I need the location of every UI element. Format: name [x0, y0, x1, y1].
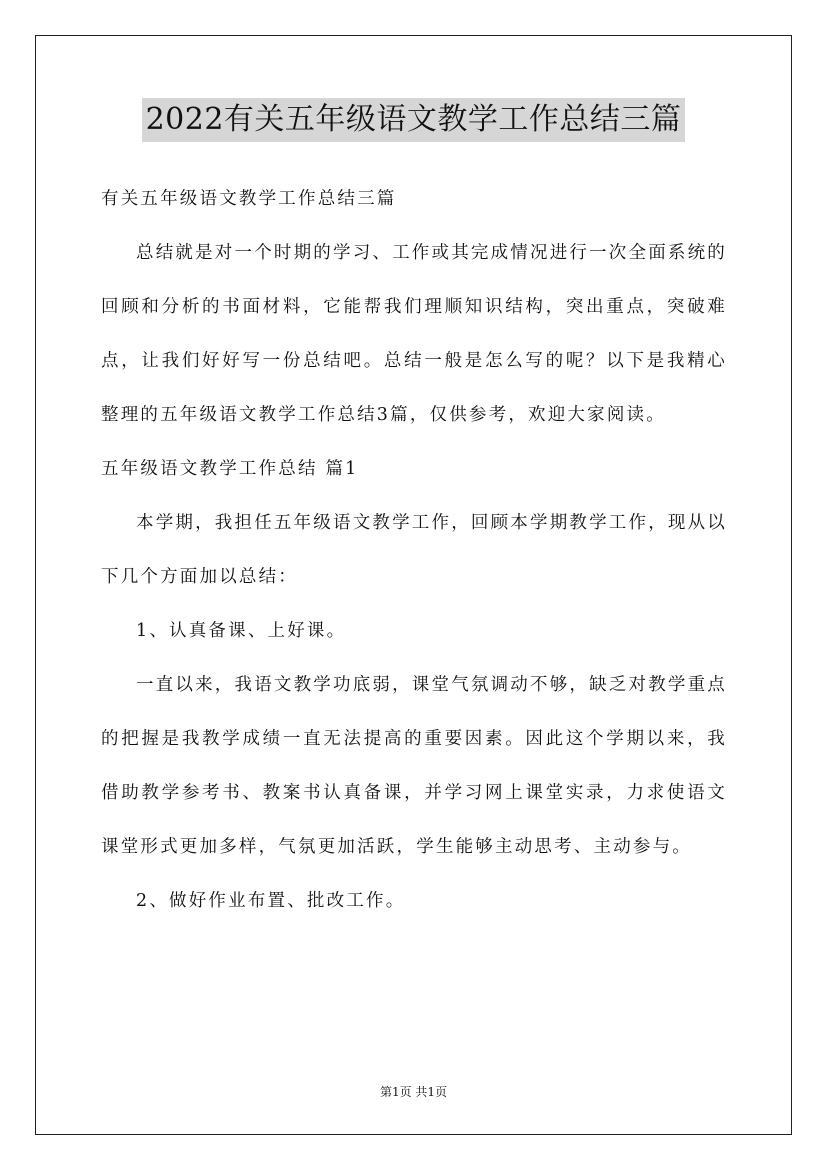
paragraph-subtitle: 有关五年级语文教学工作总结三篇	[101, 189, 397, 209]
page-footer: 第1页 共1页	[379, 1085, 448, 1099]
paragraph-overview: 本学期，我担任五年级语文教学工作，回顾本学期教学工作，现从以下几个方面加以总结：	[101, 513, 727, 587]
title-container	[0, 98, 827, 142]
list-item-2: 2、做好作业布置、批改工作。	[136, 891, 406, 911]
section-heading: 五年级语文教学工作总结 篇1	[101, 459, 359, 479]
document-body	[101, 172, 727, 928]
document-title: 2022有关五年级语文教学工作总结三篇	[142, 98, 686, 142]
paragraph-lesson-prep: 一直以来，我语文教学功底弱，课堂气氛调动不够，缺乏对教学重点的把握是我教学成绩一直无法提高的重要因素。因此这个学期以来，我借助教学参考书、教案书认真备课，并学习网上课堂实录，力求使语文课堂形式更加多样，气氛更加活跃，学生能够主动思考、主动参与。	[101, 675, 727, 857]
list-item-1: 1、认真备课、上好课。	[136, 621, 347, 641]
paragraph-intro: 总结就是对一个时期的学习、工作或其完成情况进行一次全面系统的回顾和分析的书面材料，它能帮我们理顺知识结构，突出重点，突破难点，让我们好好写一份总结吧。总结一般是怎么写的呢？以下是我精心整理的五年级语文教学工作总结3篇，仅供参考，欢迎大家阅读。	[101, 243, 727, 425]
